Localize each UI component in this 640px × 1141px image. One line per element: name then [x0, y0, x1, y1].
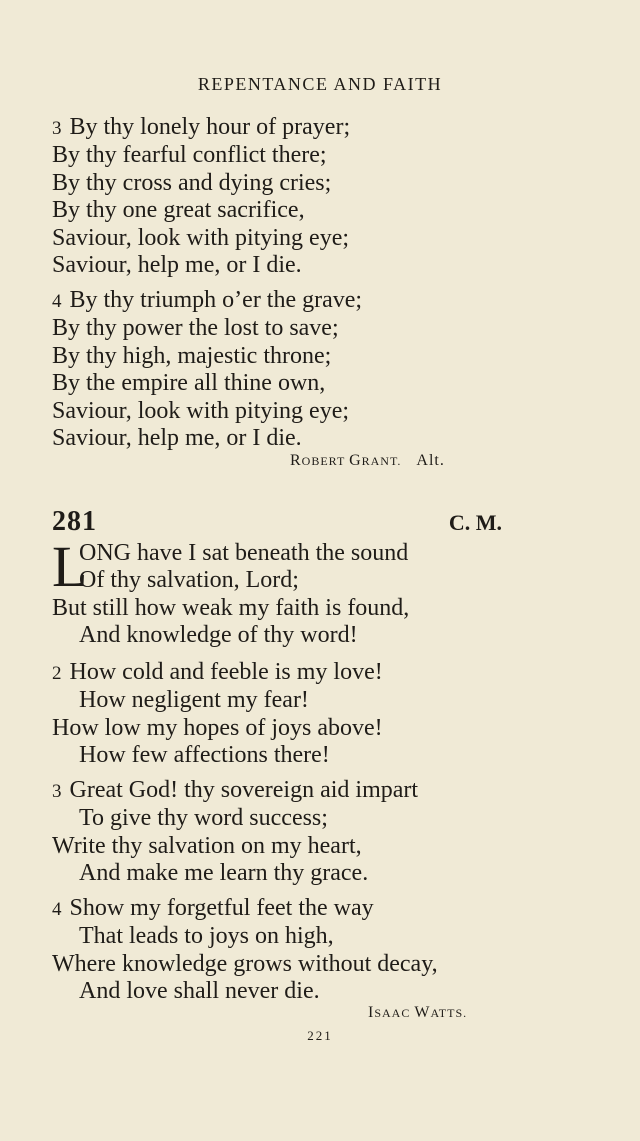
stanza-line: 2 How cold and feeble is my love! — [52, 659, 383, 685]
stanza-number: 2 — [52, 663, 62, 684]
stanza-line: How low my hopes of joys above! — [52, 714, 383, 741]
stanza-line: By thy one great sacrifice, — [52, 197, 305, 224]
hymn-heading — [52, 506, 502, 538]
page-number: 221 — [307, 1028, 333, 1043]
stanza-line: How negligent my fear! — [79, 687, 309, 714]
stanza-line: 4 Show my forgetful feet the way — [52, 895, 374, 921]
stanza-line: 3 By thy lonely hour of prayer; — [52, 114, 351, 140]
stanza-line: By thy fearful conflict there; — [52, 142, 327, 169]
stanza-line: 4 By thy triumph o’er the grave; — [52, 287, 363, 313]
stanza-line: By thy cross and dying cries; — [52, 169, 332, 196]
stanza-line: How few affections there! — [79, 742, 330, 769]
stanza-line: And love shall never die. — [79, 978, 320, 1005]
hymn-stanza-3 — [52, 777, 522, 888]
page-header: REPENTANCE AND FAITH — [197, 74, 443, 94]
hymn-stanza-4 — [52, 895, 522, 1006]
prev-hymn-author: ROBERT GRANT. Alt. — [290, 452, 445, 469]
hymn-meter: C. M. — [448, 510, 502, 535]
stanza-line: To give thy word success; — [79, 805, 328, 832]
stanza-number: 4 — [52, 291, 62, 312]
stanza-number: 4 — [52, 899, 62, 920]
hymn-stanza-1 — [52, 534, 522, 650]
stanza-line: And make me learn thy grace. — [79, 860, 369, 887]
drop-cap: L — [52, 534, 88, 599]
prev-hymn-stanza-3 — [52, 114, 522, 279]
stanza-line: Write thy salvation on my heart, — [52, 832, 362, 859]
stanza-line: Of thy salvation, Lord; — [79, 567, 299, 594]
stanza-number: 3 — [52, 118, 62, 139]
alt-note: Alt. — [416, 452, 445, 469]
stanza-line: Where knowledge grows without decay, — [52, 950, 438, 977]
hymn-number: 281 — [52, 506, 97, 537]
hymn-stanza-2 — [52, 659, 522, 770]
stanza-line: Saviour, help me, or I die. — [52, 252, 302, 279]
stanza-number: 3 — [52, 781, 62, 802]
stanza-line: But still how weak my faith is found, — [52, 594, 410, 621]
stanza-line: ONG have I sat beneath the sound — [79, 540, 409, 566]
stanza-line: By thy power the lost to save; — [52, 315, 339, 342]
hymn-author: ISAAC WATTS. — [368, 1004, 468, 1021]
stanza-line: By the empire all thine own, — [52, 370, 326, 397]
prev-hymn-stanza-4 — [52, 287, 522, 452]
stanza-line: Saviour, look with pitying eye; — [52, 224, 350, 251]
stanza-line: Saviour, help me, or I die. — [52, 425, 302, 452]
stanza-line: That leads to joys on high, — [79, 923, 334, 950]
stanza-line: 3 Great God! thy sovereign aid impart — [52, 777, 419, 803]
stanza-line: And knowledge of thy word! — [79, 622, 358, 649]
stanza-line: Saviour, look with pitying eye; — [52, 397, 350, 424]
stanza-line: By thy high, majestic throne; — [52, 342, 332, 369]
